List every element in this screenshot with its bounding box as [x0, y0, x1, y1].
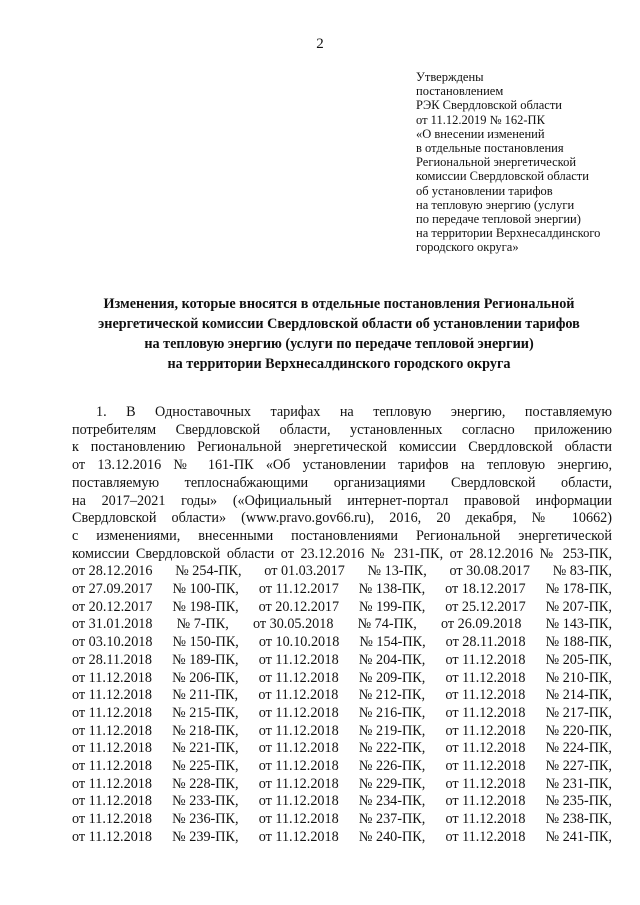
- amendment-number: № 224-ПК,: [545, 740, 612, 757]
- amendment-date: от 11.12.2018: [445, 704, 526, 721]
- amendment-row: [72, 563, 612, 581]
- amendment-number: № 222-ПК,: [358, 740, 426, 757]
- paragraph-line: комиссии Свердловской области от 23.12.2016 № 231-ПК, от 28.12.2016 № 253-ПК,: [72, 545, 612, 562]
- amendment-date: от 11.12.2018: [258, 722, 339, 739]
- amendment-number: № 214-ПК,: [545, 687, 612, 704]
- amendment-date: от 27.09.2017: [72, 581, 153, 598]
- amendment-number: № 236-ПК,: [172, 811, 239, 828]
- document-body: [72, 404, 612, 847]
- amendment-number: № 74-ПК,: [357, 616, 417, 633]
- approval-block: [416, 70, 626, 255]
- amendment-row: [72, 740, 612, 758]
- amendment-number: № 218-ПК,: [172, 722, 239, 739]
- amendment-date: от 11.12.2018: [72, 793, 152, 810]
- amendment-date: от 28.11.2018: [445, 634, 526, 651]
- amendment-date: от 11.12.2018: [445, 740, 526, 757]
- amendment-number: № 207-ПК,: [545, 598, 612, 615]
- amendment-number: № 150-ПК,: [172, 634, 239, 651]
- amendment-date: от 30.08.2017: [449, 563, 530, 580]
- paragraph-1: [72, 404, 612, 563]
- amendment-number: № 234-ПК,: [358, 793, 426, 810]
- approval-line: Утверждены: [416, 70, 484, 84]
- amendment-date: от 11.12.2018: [258, 669, 339, 686]
- amendment-date: от 11.12.2018: [72, 740, 152, 757]
- amendment-date: от 10.10.2018: [258, 634, 340, 651]
- amendment-date: от 03.10.2018: [72, 634, 153, 651]
- paragraph-line: с изменениями, внесенными постановлениями Региональной энергетической: [72, 527, 612, 544]
- amendment-date: от 11.12.2018: [445, 651, 526, 668]
- paragraph-line: от 13.12.2016 № 161-ПК «Об установлении тарифов на тепловую энергию,: [72, 457, 612, 474]
- amendment-date: от 11.12.2017: [258, 581, 339, 598]
- document-title: [70, 294, 608, 374]
- amendment-date: от 11.12.2018: [258, 740, 339, 757]
- amendment-date: от 11.12.2018: [72, 687, 152, 704]
- approval-line: постановлением: [416, 84, 504, 99]
- amendment-date: от 25.12.2017: [445, 598, 526, 615]
- amendment-date: от 11.12.2018: [445, 758, 526, 775]
- amendment-date: от 11.12.2018: [72, 758, 152, 775]
- amendment-date: от 30.05.2018: [252, 616, 334, 633]
- amendment-number: № 235-ПК,: [545, 793, 612, 810]
- amendment-number: № 189-ПК,: [172, 651, 239, 668]
- amendment-number: № 219-ПК,: [358, 722, 426, 739]
- amendment-number: № 206-ПК,: [172, 669, 239, 686]
- amendment-number: № 199-ПК,: [358, 598, 426, 615]
- amendment-row: [72, 581, 612, 599]
- amendment-date: от 11.12.2018: [72, 722, 152, 739]
- paragraph-line: потребителям Свердловской области, установленных согласно приложению: [72, 421, 612, 438]
- amendment-number: № 231-ПК,: [545, 775, 612, 792]
- amendment-number: № 240-ПК,: [358, 828, 426, 845]
- amendment-list: [72, 563, 612, 846]
- approval-line: на территории Верхнесалдинского: [416, 226, 601, 241]
- amendment-number: № 238-ПК,: [545, 811, 612, 828]
- amendment-row: [72, 687, 612, 705]
- amendment-date: от 18.12.2017: [445, 581, 526, 598]
- approval-line: комиссии Свердловской области: [416, 169, 589, 184]
- amendment-date: от 11.12.2018: [258, 811, 339, 828]
- amendment-number: № 188-ПК,: [545, 634, 612, 651]
- amendment-date: от 20.12.2017: [258, 598, 340, 615]
- amendment-date: от 11.12.2018: [258, 704, 339, 721]
- amendment-date: от 11.12.2018: [445, 811, 526, 828]
- amendment-row: [72, 705, 612, 723]
- amendment-number: № 254-ПК,: [175, 563, 242, 580]
- amendment-date: от 11.12.2018: [72, 704, 152, 721]
- amendment-number: № 138-ПК,: [358, 581, 426, 598]
- amendment-row: [72, 793, 612, 811]
- amendment-number: № 100-ПК,: [172, 581, 239, 598]
- amendment-date: от 11.12.2018: [445, 775, 526, 792]
- amendment-date: от 11.12.2018: [72, 775, 152, 792]
- approval-line: городского округа»: [416, 240, 519, 255]
- amendment-date: от 11.12.2018: [72, 828, 152, 845]
- paragraph-line: поставляемую теплоснабжающими организациями Свердловской области,: [72, 474, 612, 491]
- amendment-date: от 11.12.2018: [72, 669, 152, 686]
- amendment-number: № 178-ПК,: [545, 581, 612, 598]
- amendment-date: от 11.12.2018: [258, 758, 339, 775]
- amendment-number: № 241-ПК,: [545, 828, 612, 845]
- title-line: Изменения, которые вносятся в отдельные постановления Региональной: [103, 296, 575, 312]
- amendment-row: [72, 811, 612, 829]
- amendment-number: № 205-ПК,: [545, 651, 612, 668]
- amendment-number: № 217-ПК,: [545, 704, 612, 721]
- approval-line: РЭК Свердловской области: [416, 98, 562, 113]
- amendment-number: № 228-ПК,: [172, 775, 239, 792]
- amendment-date: от 26.09.2018: [441, 616, 522, 633]
- amendment-date: от 31.01.2018: [72, 616, 153, 633]
- amendment-number: № 239-ПК,: [172, 828, 239, 845]
- amendment-number: № 220-ПК,: [545, 722, 612, 739]
- amendment-number: № 209-ПК,: [358, 669, 426, 686]
- amendment-date: от 11.12.2018: [258, 775, 339, 792]
- amendment-number: № 229-ПК,: [358, 775, 426, 792]
- amendment-row: [72, 634, 612, 652]
- paragraph-line: к постановлению Региональной энергетической комиссии Свердловской области: [72, 439, 612, 456]
- amendment-row: [72, 599, 612, 617]
- amendment-number: № 210-ПК,: [545, 669, 612, 686]
- approval-line: в отдельные постановления: [416, 141, 564, 156]
- approval-line: на тепловую энергию (услуги: [416, 197, 575, 212]
- amendment-row: [72, 776, 612, 794]
- amendment-number: № 204-ПК,: [358, 651, 426, 668]
- approval-line: Региональной энергетической: [416, 155, 577, 170]
- amendment-number: № 198-ПК,: [172, 598, 239, 615]
- amendment-date: от 11.12.2018: [258, 687, 339, 704]
- amendment-date: от 11.12.2018: [445, 793, 526, 810]
- amendment-row: [72, 670, 612, 688]
- amendment-number: № 226-ПК,: [358, 758, 426, 775]
- amendment-date: от 11.12.2018: [445, 828, 526, 845]
- amendment-number: № 237-ПК,: [358, 811, 426, 828]
- amendment-row: [72, 723, 612, 741]
- amendment-date: от 11.12.2018: [258, 828, 339, 845]
- amendment-number: № 233-ПК,: [172, 793, 239, 810]
- amendment-row: [72, 758, 612, 776]
- amendment-number: № 143-ПК,: [545, 616, 612, 633]
- amendment-number: № 216-ПК,: [358, 704, 426, 721]
- approval-line: об установлении тарифов: [416, 183, 553, 198]
- amendment-date: от 11.12.2018: [258, 793, 339, 810]
- amendment-number: № 225-ПК,: [172, 758, 239, 775]
- amendment-date: от 11.12.2018: [258, 651, 339, 668]
- amendment-number: № 7-ПК,: [176, 616, 229, 633]
- amendment-number: № 13-ПК,: [367, 563, 427, 580]
- page-number: 2: [316, 36, 324, 52]
- amendment-row: [72, 652, 612, 670]
- title-line: на тепловую энергию (услуги по передаче тепловой энергии): [144, 336, 534, 352]
- amendment-number: № 212-ПК,: [358, 687, 426, 704]
- amendment-date: от 11.12.2018: [72, 811, 152, 828]
- amendment-date: от 11.12.2018: [445, 687, 526, 704]
- amendment-number: № 83-ПК,: [552, 563, 612, 580]
- approval-line: «О внесении изменений: [416, 126, 545, 141]
- approval-line: по передаче тепловой энергии): [416, 212, 581, 227]
- amendment-number: № 221-ПК,: [172, 740, 239, 757]
- amendment-date: от 01.03.2017: [264, 563, 345, 580]
- amendment-row: [72, 616, 612, 634]
- approval-line: от 11.12.2019 № 162-ПК: [416, 112, 545, 127]
- paragraph-line: Свердловской области» (www.pravo.gov66.ru), 2016, 20 декабря, № 10662): [72, 510, 612, 527]
- amendment-date: от 28.11.2018: [72, 651, 152, 668]
- paragraph-line: 1. В Одноставочных тарифах на тепловую энергию, поставляемую: [96, 404, 612, 420]
- amendment-date: от 11.12.2018: [445, 722, 526, 739]
- amendment-row: [72, 829, 612, 847]
- amendment-date: от 11.12.2018: [445, 669, 526, 686]
- title-line: на территории Верхнесалдинского городского округа: [167, 356, 511, 372]
- amendment-number: № 154-ПК,: [359, 634, 426, 651]
- paragraph-line: на 2017–2021 годы» («Официальный интернет-портал правовой информации: [72, 492, 612, 509]
- amendment-number: № 215-ПК,: [172, 704, 239, 721]
- title-line: энергетической комиссии Свердловской области об установлении тарифов: [98, 316, 580, 332]
- amendment-date: от 20.12.2017: [72, 598, 153, 615]
- amendment-number: № 211-ПК,: [172, 687, 239, 704]
- amendment-date: от 28.12.2016: [72, 563, 153, 580]
- amendment-number: № 227-ПК,: [545, 758, 612, 775]
